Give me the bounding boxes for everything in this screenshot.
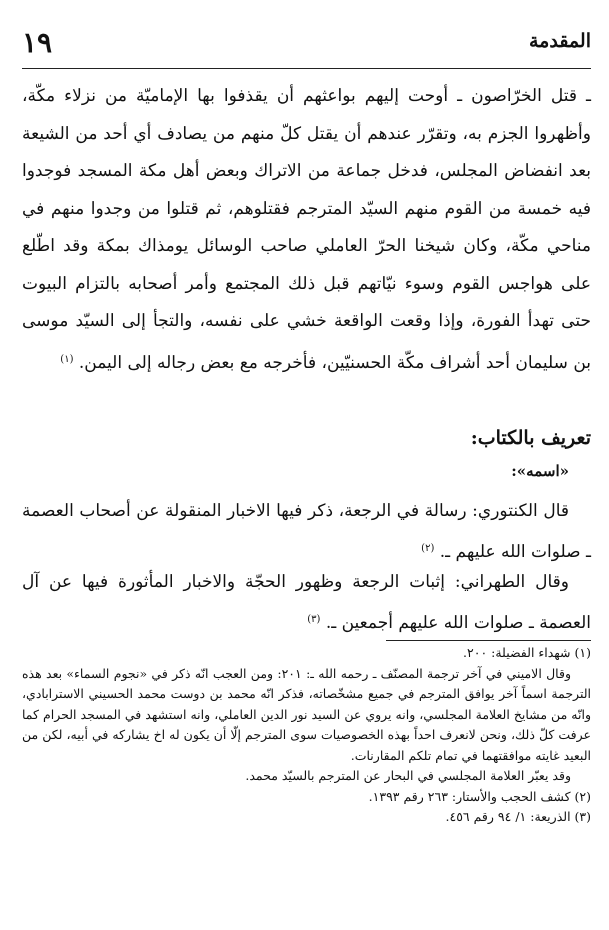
footnote-separator (386, 640, 591, 641)
page-number: ١٩ (22, 26, 53, 59)
footnote-2: (٢) كشف الحجب والأستار: ٢٦٣ رقم ١٣٩٣. (368, 788, 591, 804)
footnote-ref-3: (٣) (307, 614, 321, 625)
page-header (22, 26, 591, 70)
quote-text: وقال الطهراني: إثبات الرجعة وظهور الحجّة والاخبار المأثورة فيها عن آل العصمة ـ صلوات الله عليهم أجمعين ـ. (22, 572, 591, 633)
footnote-ref-1: (١) (60, 353, 74, 365)
footnote-ref-2: (٢) (421, 543, 435, 554)
quote-kantouri (22, 493, 591, 571)
paragraph-text (22, 78, 591, 382)
footnote-1-note: وقال الاميني في آخر ترجمة المصنّف ـ رحمه الله ـ: ٢٠١: ومن العجب انّه ذكر في «نجوم السماء» بعد هذه الترجمة اسماً آخر يوافق المترجم في جميع مشخّصاته، فذكر انّه محمد بن دوست محمد الحسيني الاسترابادي، وانّه من مشايخ العلامة المجلسي، وانه يروي عن السيد نور الدين العاملي، وانه استشهد في المسجد الحرام كما عرفت كلّ ذلك، ونحن لانعرف احداً بهذه الخصوصيات سوى المترجم إلّا أن يكون له اخ يشاركه في أبيه، لكن من البعيد غايته موافقتهما في تمام تلكم المقارنات. (22, 665, 591, 763)
footnote-3: (٣) الذريعة: ١/ ٩٤ رقم ٤٥٦. (445, 809, 591, 824)
paragraph-body: ـ قتل الخرّاصون ـ أوحت إليهم بواعثهم أن يقذفوا بها الإماميّة من نزلاء مكّة، وأظهروا الجزم به، وتقرّر عندهم أن يقتل كلّ منهم من يصادف أي أحد من الشيعة بعد انفضاض المجلس، فدخل جماعة من الاتراك وبعض أهل مكة المسجد فوجدوا فيه خمسة من القوم منهم السيّد المترجم فقتلوهم، ثم قتلوا من وجدوا منهم في مناحي مكّة، وكان شيخنا الحرّ العاملي صاحب الوسائل يومذاك بمكة وقد اطّلع على هواجس القوم وسوء نيّاتهم قبل ذلك المجتمع وأمر أصحابه بالتزام البيوت حتى تهدأ الفورة، وإذا وقعت الواقعة خشي على نفسه، والتجأ إلى السيّد موسى بن سليمان أحد أشراف مكّة الحسنيّين، فأخرجه مع بعض رجاله إلى اليمن. (22, 86, 591, 373)
footnotes (22, 643, 591, 828)
footnote-1-note-2: وقد يعبّر العلامة المجلسي في البحار عن المترجم بالسيّد محمد. (245, 768, 571, 783)
main-paragraph (22, 78, 591, 382)
section-heading: تعريف بالكتاب: (470, 427, 591, 449)
quote-tehrani (22, 564, 591, 642)
footnote-1: (١) شهداء الفضيلة: ٢٠٠. (463, 645, 591, 660)
header-rule (22, 68, 591, 69)
quote-text: قال الكنتوري: رسالة في الرجعة، ذكر فيها الاخبار المنقولة عن أصحاب العصمة ـ صلوات الله عليهم ـ. (22, 501, 591, 562)
subsection-heading: «اسمه»: (511, 462, 569, 480)
running-title: المقدمة (528, 30, 591, 52)
